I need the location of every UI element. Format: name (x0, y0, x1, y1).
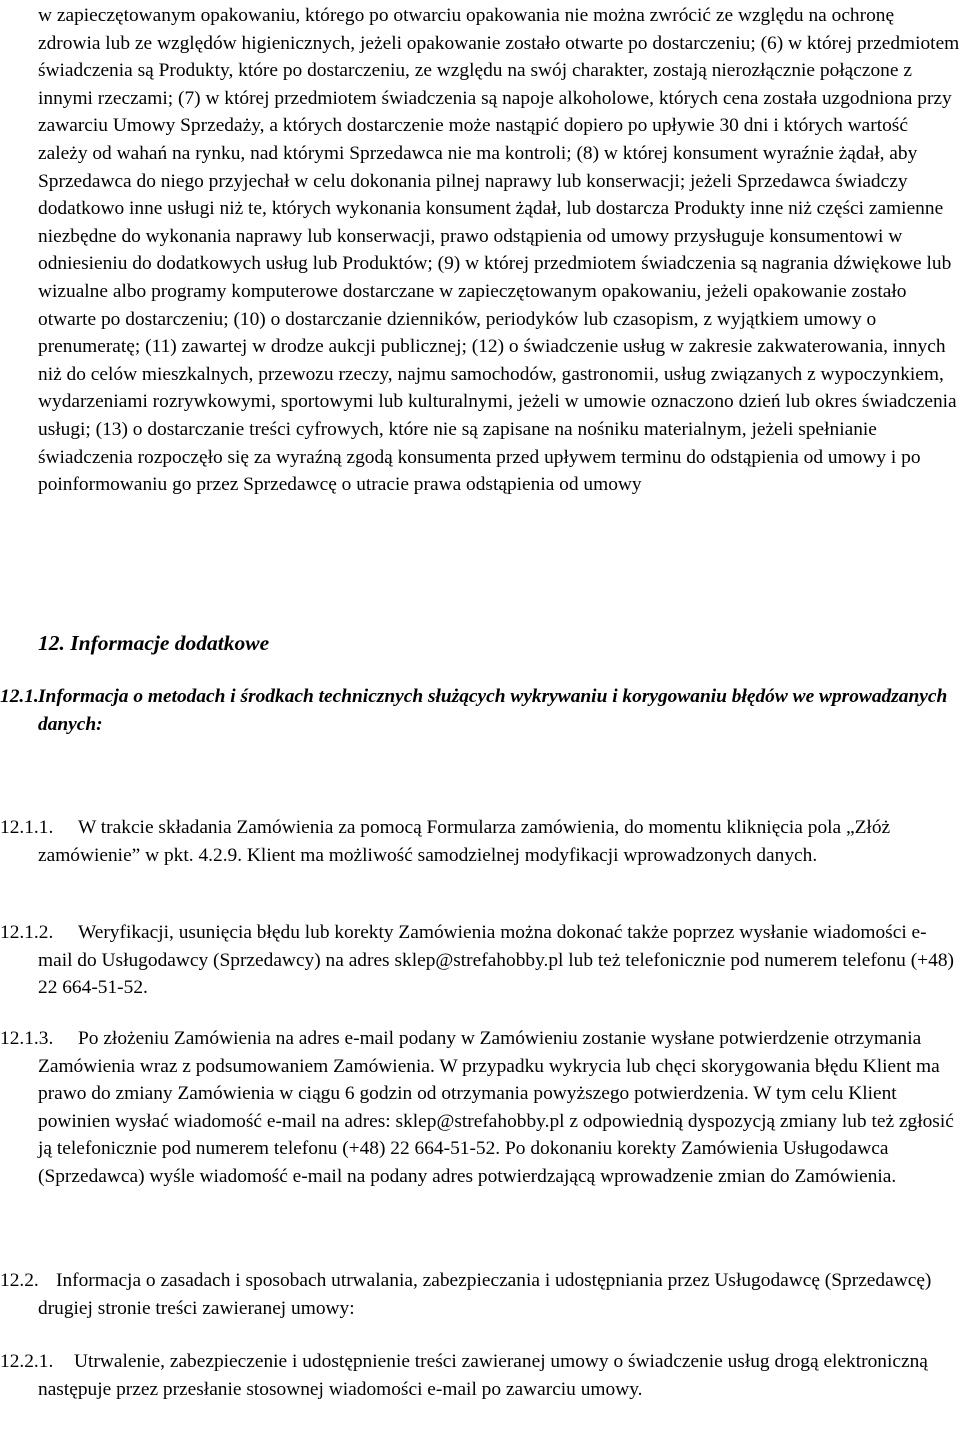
paragraph-12-1-2-number: 12.1.2. (0, 922, 54, 943)
paragraph-12-1-1 (0, 814, 960, 869)
paragraph-12-1-2 (0, 919, 960, 1002)
paragraph-12-2-text: Informacja o zasadach i sposobach utrwalania, zabezpieczania i udostępniania przez Usługodawcę (Sprzedawcę) drugiej stronie treści zawieranej umowy: (38, 1270, 932, 1319)
paragraph-12-2-1-text: Utrwalenie, zabezpieczenie i udostępnienie treści zawieranej umowy o świadczenie usług drogą elektroniczną następuje przez przesłanie stosownej wiadomości e-mail po zawarciu umowy. (38, 1351, 928, 1400)
paragraph-12-1-3-text: Po złożeniu Zamówienia na adres e-mail podany w Zamówieniu zostanie wysłane potwierdzenie otrzymania Zamówienia wraz z podsumowaniem Zamówienia. W przypadku wykrycia lub chęci skorygowania błędu Klient ma prawo do zmiany Zamówienia w ciągu 6 godzin od otrzymania powyższego potwierdzenia. W tym celu Klient powinien wysłać wiadomość e-mail na adres: sklep@strefahobby.pl z odpowiednią dyspozycją zmiany lub też zgłosić ją telefonicznie pod numerem telefonu (+48) 22 664-51-52. Po dokonaniu korekty Zamówienia Usługodawca (Sprzedawca) wyśle wiadomość e-mail na podany adres potwierdzającą wprowadzenie zmian do Zamówienia. (38, 1028, 954, 1187)
subsection-12-1-heading (0, 683, 960, 738)
paragraph-12-1-3 (0, 1025, 960, 1191)
paragraph-12-2-number: 12.2. (0, 1270, 39, 1291)
intro-paragraph: w zapieczętowanym opakowaniu, którego po otwarciu opakowania nie można zwrócić ze względu na ochronę zdrowia lub ze względów higienicznych, jeżeli opakowanie zostało otwarte po dostarczeniu; (6) w której przedmiotem świadczenia są Produkty, które po dostarczeniu, ze względu na swój charakter, zostają nierozłącznie połączone z innymi rzeczami; (7) w której przedmiotem świadczenia są napoje alkoholowe, których cena została uzgodniona przy zawarciu Umowy Sprzedaży, a których dostarczenie może nastąpić dopiero po upływie 30 dni i których wartość zależy od wahań na rynku, nad którymi Sprzedawca nie ma kontroli; (8) w której konsument wyraźnie żądał, aby Sprzedawca do niego przyjechał w celu dokonania pilnej naprawy lub konserwacji; jeżeli Sprzedawca świadczy dodatkowo inne usługi niż te, których wykonania konsument żądał, lub dostarcza Produkty inne niż części zamienne niezbędne do wykonania naprawy lub konserwacji, prawo odstąpienia od umowy przysługuje konsumentowi w odniesieniu do dodatkowych usług lub Produktów; (9) w której przedmiotem świadczenia są nagrania dźwiękowe lub wizualne albo programy komputerowe dostarczane w zapieczętowanym opakowaniu, jeżeli opakowanie zostało otwarte po dostarczeniu; (10) o dostarczanie dzienników, periodyków lub czasopism, z wyjątkiem umowy o prenumeratę; (11) zawartej w drodze aukcji publicznej; (12) o świadczenie usług w zakresie zakwaterowania, innych niż do celów mieszkalnych, przewozu rzeczy, najmu samochodów, gastronomii, usług związanych z wypoczynkiem, wydarzeniami rozrywkowymi, sportowymi lub kulturalnymi, jeżeli w umowie oznaczono dzień lub okres świadczenia usługi; (13) o dostarczanie treści cyfrowych, które nie są zapisane na nośniku materialnym, jeżeli spełnianie świadczenia rozpoczęło się za wyraźną zgodą konsumenta przed upływem terminu do odstąpienia od umowy i po poinformowaniu go przez Sprzedawcę o utracie prawa odstąpienia od umowy (38, 5, 960, 496)
subsection-12-1-title: Informacja o metodach i środkach technicznych służących wykrywaniu i korygowaniu błędów we wprowadzanych danych: (38, 686, 948, 735)
section-12-heading: 12. Informacje dodatkowe (38, 631, 270, 655)
subsection-12-1-number: 12.1. (0, 686, 39, 707)
paragraph-12-1-1-text: W trakcie składania Zamówienia za pomocą Formularza zamówienia, do momentu kliknięcia pola „Złóż zamówienie” w pkt. 4.2.9. Klient ma możliwość samodzielnej modyfikacji wprowadzonych danych. (38, 817, 891, 866)
paragraph-12-1-3-number: 12.1.3. (0, 1028, 54, 1049)
paragraph-12-2-1 (0, 1348, 960, 1403)
paragraph-12-1-2-text: Weryfikacji, usunięcia błędu lub korekty Zamówienia można dokonać także poprzez wysłanie wiadomości e-mail do Usługodawcy (Sprzedawcy) na adres sklep@strefahobby.pl lub też telefonicznie pod numerem telefonu (+48) 22 664-51-52. (38, 922, 954, 999)
paragraph-12-2-1-number: 12.2.1. (0, 1351, 54, 1372)
paragraph-12-1-1-number: 12.1.1. (0, 817, 54, 838)
paragraph-12-2 (0, 1267, 960, 1322)
